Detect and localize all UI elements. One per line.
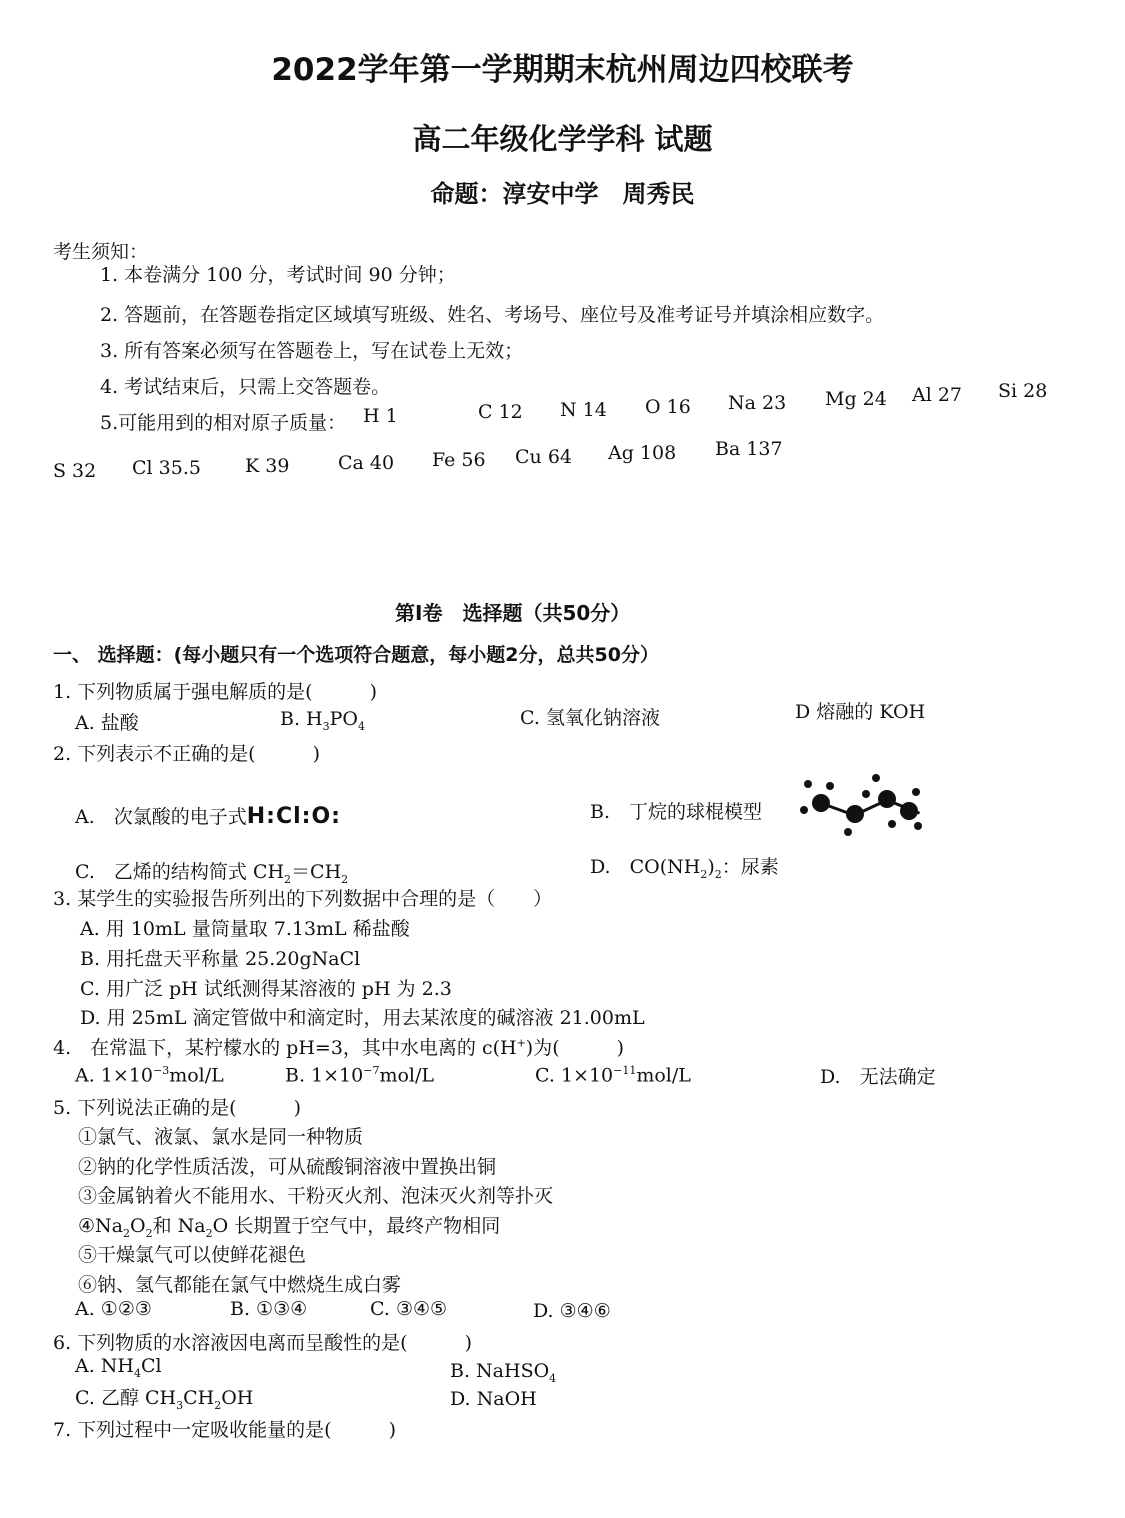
- q6-option-b: B. NaHSO$_4$: [450, 1360, 557, 1385]
- mass-ba: Ba 137: [715, 438, 783, 460]
- mass-h: H 1: [363, 405, 398, 427]
- mass-c: C 12: [478, 401, 523, 423]
- q5-statement-2: ②钠的化学性质活泼，可从硫酸铜溶液中置换出铜: [78, 1156, 497, 1178]
- q6-option-a: A. $NH_4Cl$: [75, 1355, 162, 1380]
- mass-fe: Fe 56: [432, 449, 486, 471]
- q5-option-b: B. ①③④: [230, 1298, 308, 1320]
- section-title: 第Ⅰ卷 选择题（共50分）: [395, 601, 631, 625]
- butane-ball-stick-model: [800, 772, 925, 838]
- q5-option-c: C. ③④⑤: [370, 1298, 448, 1320]
- mass-al: Al 27: [912, 384, 963, 406]
- q2-option-a: A. 次氯酸的电子式H:Cl:O:: [75, 804, 341, 829]
- mass-mg: Mg 24: [825, 388, 887, 410]
- q7-stem: 7. 下列过程中一定吸收能量的是( ): [53, 1419, 396, 1441]
- notice-item-4: 4. 考试结束后，只需上交答题卷。: [100, 376, 391, 398]
- q2-stem: 2. 下列表示不正确的是( ): [53, 743, 320, 765]
- mass-o: O 16: [645, 396, 691, 418]
- mass-na: Na 23: [728, 392, 787, 414]
- hclo-electron-formula: H:Cl:O:: [246, 804, 341, 829]
- q1-option-c: C. 氢氧化钠溶液: [520, 707, 660, 729]
- q4-option-a: A. $1\times 10^{-3}mol/L$: [75, 1064, 224, 1087]
- q4-option-d: D. 无法确定: [820, 1066, 936, 1088]
- q1-option-b: B. $H_3PO_4$: [280, 708, 365, 733]
- notice-item-1: 1. 本卷满分 100 分，考试时间 90 分钟；: [100, 264, 456, 286]
- q5-statement-3: ③金属钠着火不能用水、干粉灭火剂、泡沫灭火剂等扑灭: [78, 1185, 554, 1207]
- mass-n: N 14: [560, 399, 607, 421]
- q3-option-b: B. 用托盘天平称量 25.20gNaCl: [80, 948, 361, 970]
- q5-option-d: D. ③④⑥: [533, 1300, 611, 1322]
- q4-option-c: C. $1\times 10^{-11}mol/L$: [535, 1064, 691, 1087]
- q5-statement-5: ⑤干燥氯气可以使鲜花褪色: [78, 1244, 307, 1266]
- q4-option-b: B. $1\times 10^{-7}mol/L$: [285, 1064, 435, 1087]
- q6-stem: 6. 下列物质的水溶液因电离而呈酸性的是( ): [53, 1332, 472, 1354]
- mass-si: Si 28: [998, 380, 1048, 402]
- q5-statement-6: ⑥钠、氢气都能在氯气中燃烧生成白雾: [78, 1274, 402, 1296]
- q4-stem: 4. 在常温下，某柠檬水的 pH=3，其中水电离的 c(H+)为( ): [53, 1036, 625, 1059]
- q5-option-a: A. ①②③: [75, 1298, 152, 1320]
- notice-item-3: 3. 所有答案必须写在答题卷上，写在试卷上无效；: [100, 340, 524, 362]
- mass-ca: Ca 40: [338, 452, 395, 474]
- q2-option-c: C. 乙烯的结构简式 $CH_2=CH_2$: [75, 861, 349, 886]
- q5-stem: 5. 下列说法正确的是( ): [53, 1097, 301, 1119]
- q3-stem: 3. 某学生的实验报告所列出的下列数据中合理的是（ ）: [53, 888, 553, 910]
- q2-option-d: D. $CO(NH_2)_2$：尿素: [590, 856, 779, 881]
- q6-option-d: D. NaOH: [450, 1388, 537, 1410]
- exam-subtitle: 高二年级化学学科 试题: [412, 122, 713, 156]
- mass-cu: Cu 64: [515, 446, 572, 468]
- notice-item-2: 2. 答题前，在答题卷指定区域填写班级、姓名、考场号、座位号及准考证号并填涂相应数字。: [100, 304, 885, 326]
- atomic-mass-label: 5.可能用到的相对原子质量：: [100, 412, 347, 434]
- q3-option-d: D. 用 25mL 滴定管做中和滴定时，用去某浓度的碱溶液 21.00mL: [80, 1007, 645, 1029]
- q1-option-a: A. 盐酸: [75, 712, 139, 734]
- notice-heading: 考生须知：: [53, 241, 149, 263]
- exam-title: 2022学年第一学期期末杭州周边四校联考: [271, 52, 854, 88]
- q3-option-c: C. 用广泛 pH 试纸测得某溶液的 pH 为 2.3: [80, 978, 452, 1000]
- q3-option-a: A. 用 10mL 量筒量取 7.13mL 稀盐酸: [80, 918, 410, 940]
- part-heading: 一、 选择题：(每小题只有一个选项符合题意，每小题2分，总共50分）: [53, 644, 659, 666]
- mass-s: S 32: [53, 460, 97, 482]
- q2-option-b: B. 丁烷的球棍模型: [590, 801, 763, 823]
- q5-statement-1: ①氯气、液氯、氯水是同一种物质: [78, 1126, 364, 1148]
- q6-option-c: C. 乙醇 $CH_3CH_2OH$: [75, 1387, 254, 1412]
- mass-k: K 39: [245, 455, 290, 477]
- mass-cl: Cl 35.5: [132, 457, 201, 479]
- exam-author: 命题：淳安中学 周秀民: [430, 180, 695, 208]
- mass-ag: Ag 108: [608, 442, 677, 464]
- q1-stem: 1. 下列物质属于强电解质的是( ): [53, 681, 377, 703]
- q1-option-d: D 熔融的 KOH: [795, 701, 926, 723]
- q5-statement-4: $④Na_2O_2$和 $Na_2O$ 长期置于空气中，最终产物相同: [78, 1215, 501, 1240]
